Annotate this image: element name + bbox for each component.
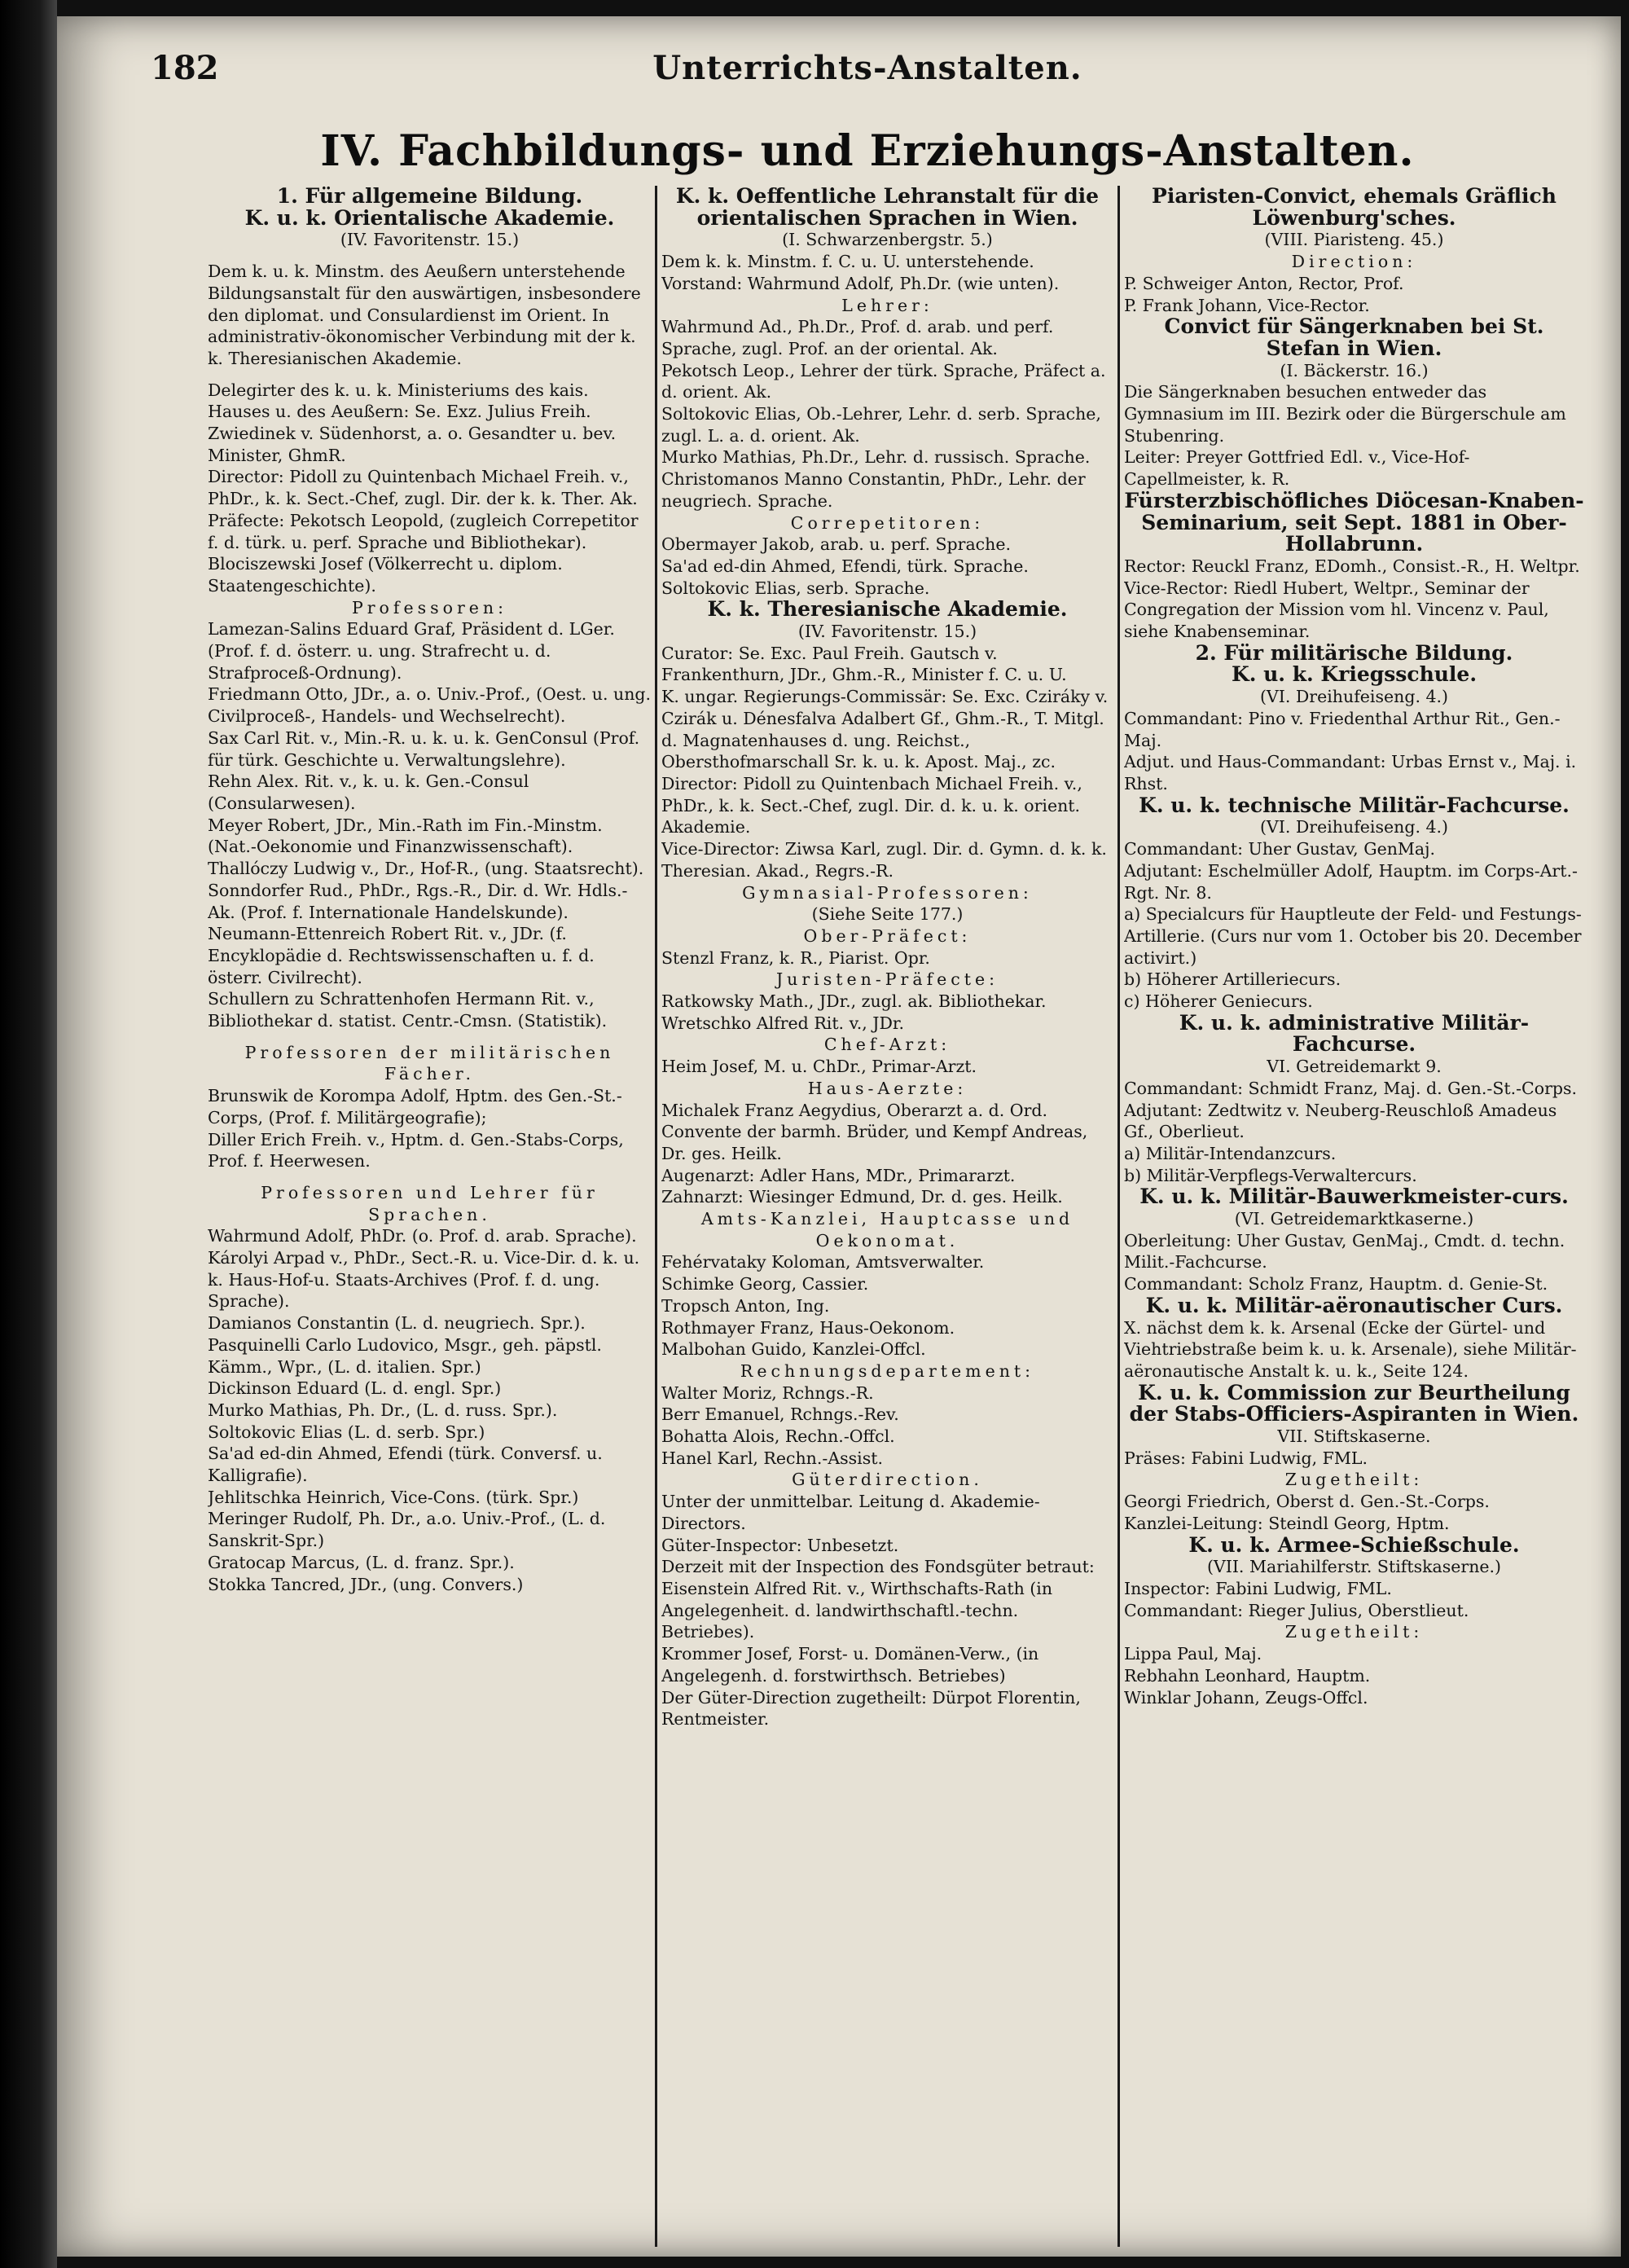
text-line: Blociszewski Josef (Völkerrecht u. diplom. Staatengeschichte). (208, 554, 563, 596)
text-line: Leiter: Preyer Gottfried Edl. v., Vice-Hof-Capellmeister, k. R. (1124, 447, 1470, 490)
text-line: Adjutant: Zedtwitz v. Neuberg-Reuschloß Amadeus Gf., Oberlieut. (1124, 1100, 1557, 1142)
column-3 (1124, 186, 1584, 2239)
column-1 (208, 186, 652, 2239)
text-line: a) Specialcurs für Hauptleute der Feld- und Festungs-Artillerie. (Curs nur vom 1. October bis 20. December activirt.) (1124, 904, 1582, 968)
subsection-label: Ober-Präfect: (803, 925, 972, 946)
text-line: Commandant: Uher Gustav, GenMaj. (1124, 839, 1436, 859)
text-line: Adjut. und Haus-Commandant: Urbas Ernst v., Maj. i. Rhst. (1124, 752, 1577, 793)
text-line: Rothmayer Franz, Haus-Oekonom. (661, 1317, 955, 1338)
page-number: 182 (151, 49, 219, 87)
text-line: Sax Carl Rit. v., Min.-R. u. k. u. k. GenConsul (Prof. für türk. Geschichte u. Verwaltungslehre). (208, 727, 640, 770)
text-line: Soltokovic Elias (L. d. serb. Spr.) (208, 1422, 485, 1442)
subsection-label: Güterdirection. (792, 1470, 983, 1490)
subsection-label: Professoren: (351, 597, 508, 618)
text-line: Obermayer Jakob, arab. u. perf. Sprache. (661, 534, 1012, 555)
text-line: Director: Pidoll zu Quintenbach Michael Freih. v., PhDr., k. k. Sect.-Chef, zugl. Dir. d. k. u. k. orient. Akademie. (661, 773, 1082, 837)
text-line: Heim Josef, M. u. ChDr., Primar-Arzt. (661, 1057, 977, 1077)
text-line: Wahrmund Adolf, PhDr. (o. Prof. d. arab. Sprache). (208, 1226, 637, 1246)
text-line: Pekotsch Leop., Lehrer der türk. Sprache, Präfect a. d. orient. Ak. (661, 360, 1106, 402)
text-line: Berr Emanuel, Rchngs.-Rev. (661, 1404, 899, 1425)
section-heading: K. k. Oeffentliche Lehranstalt für die orientalischen Sprachen in Wien. (675, 186, 1100, 230)
text-line: X. nächst dem k. k. Arsenal (Ecke der Gürtel- und Viehtriebstraße beim k. u. k. Arsenale), siehe Militär-aëronautische Anstalt k. u. k., Seite 124. (1124, 1317, 1577, 1381)
section-heading: 2. Für militärische Bildung. (1195, 640, 1513, 665)
text-line: (IV. Favoritenstr. 15.) (797, 622, 977, 642)
text-line: Neumann-Ettenreich Robert Rit. v., JDr. (f. Encyklopädie d. Rechtswissenschaften u. f. d. österr. Civilrecht). (208, 924, 595, 987)
section-heading: 1. Für allgemeine Bildung. (276, 186, 583, 208)
text-line: Malbohan Guido, Kanzlei-Offcl. (661, 1339, 926, 1360)
text-line: Walter Moriz, Rchngs.-R. (661, 1382, 874, 1403)
text-line: Rehn Alex. Rit. v., k. u. k. Gen.-Consul (Consularwesen). (208, 771, 529, 813)
text-line: (I. Bäckerstr. 16.) (1280, 360, 1429, 380)
text-line: Sa'ad ed-din Ahmed, Efendi (türk. Conversf. u. Kalligrafie). (208, 1444, 603, 1486)
text-line: (VI. Dreihufeiseng. 4.) (1259, 687, 1449, 707)
column-divider-1 (655, 186, 657, 2247)
text-line: Commandant: Scholz Franz, Hauptm. d. Genie-St. (1124, 1274, 1548, 1294)
text-line: Murko Mathias, Ph. Dr., (L. d. russ. Spr.). (208, 1400, 558, 1420)
page-header (151, 49, 1584, 98)
text-line: Derzeit mit der Inspection des Fondsgüter betraut: Eisenstein Alfred Rit. v., Wirthschafts-Rath (in Angelegenheit. d. landwirthschaftl.-techn. Betriebes). (661, 1557, 1095, 1642)
subsection-label: Gymnasial-Professoren: (742, 882, 1033, 903)
section-heading: K. u. k. technische Militär-Fachcurse. (1139, 793, 1570, 817)
text-line: Augenarzt: Adler Hans, MDr., Primararzt. (661, 1165, 1016, 1185)
text-line: Schullern zu Schrattenhofen Hermann Rit. v., Bibliothekar d. statist. Centr.-Cmsn. (Statistik). (208, 989, 608, 1031)
text-line: Der Güter-Direction zugetheilt: Dürpot Florentin, Rentmeister. (661, 1687, 1081, 1730)
section-heading: K. u. k. Militär-aëronautischer Curs. (1145, 1293, 1563, 1317)
text-line: Zahnarzt: Wiesinger Edmund, Dr. d. ges. Heilk. (661, 1187, 1063, 1207)
text-line: (IV. Favoritenstr. 15.) (340, 230, 520, 250)
text-line: Dem k. u. k. Minstm. des Aeußern unterstehende Bildungsanstalt für den auswärtigen, insbesondere den diplomat. und Consulardienst im Orient. In administrativ-ökonomischer Verbindung mit der k. k. Theresianischen Akademie. (208, 262, 641, 368)
text-line: Georgi Friedrich, Oberst d. Gen.-St.-Corps. (1124, 1492, 1490, 1512)
text-line: Commandant: Pino v. Friedenthal Arthur Rit., Gen.-Maj. (1124, 708, 1561, 750)
text-line: Die Sängerknaben besuchen entweder das Gymnasium im III. Bezirk oder die Bürgerschule am Stubenring. (1124, 382, 1566, 446)
text-line: Commandant: Schmidt Franz, Maj. d. Gen.-St.-Corps. (1124, 1078, 1578, 1098)
subsection-label: Professoren der militärischen Fächer. (244, 1042, 615, 1084)
section-heading: K. u. k. Kriegsschule. (1231, 662, 1478, 687)
spacer (208, 1032, 652, 1042)
text-line: Präses: Fabini Ludwig, FML. (1124, 1448, 1368, 1468)
text-line: c) Höherer Geniecurs. (1124, 991, 1313, 1012)
text-line: Soltokovic Elias, serb. Sprache. (661, 578, 930, 598)
text-line: P. Schweiger Anton, Rector, Prof. (1124, 273, 1404, 293)
text-line: Diller Erich Freih. v., Hptm. d. Gen.-Stabs-Corps, Prof. f. Heerwesen. (208, 1129, 624, 1171)
text-line: Ratkowsky Math., JDr., zugl. ak. Bibliothekar. (661, 991, 1047, 1012)
text-line: b) Militär-Verpflegs-Verwaltercurs. (1124, 1165, 1417, 1185)
text-line: Wretschko Alfred Rit. v., JDr. (661, 1013, 905, 1033)
text-line: Pasquinelli Carlo Ludovico, Msgr., geh. päpstl. Kämm., Wpr., (L. d. italien. Spr.) (208, 1334, 602, 1377)
subsection-label: Professoren und Lehrer für Sprachen. (261, 1182, 599, 1224)
text-line: Rebhahn Leonhard, Hauptm. (1124, 1665, 1371, 1686)
spacer (208, 251, 652, 261)
column-divider-2 (1117, 186, 1120, 2247)
section-heading: K. u. k. Militär-Bauwerkmeister-curs. (1139, 1185, 1569, 1209)
text-line: Károlyi Arpad v., PhDr., Sect.-R. u. Vice-Dir. d. k. u. k. Haus-Hof-u. Staats-Archives (Prof. f. d. ung. Sprache). (208, 1248, 640, 1312)
text-line: Rector: Reuckl Franz, EDomh., Consist.-R., H. Weltpr. (1124, 556, 1580, 576)
text-line: Jehlitschka Heinrich, Vice-Cons. (türk. Spr.) (208, 1487, 579, 1507)
section-heading: K. u. k. Armee-Schießschule. (1188, 1532, 1520, 1557)
text-line: Wahrmund Ad., Ph.Dr., Prof. d. arab. und perf. Sprache, zugl. Prof. an der oriental. Ak. (661, 317, 1054, 358)
text-line: Thallóczy Ludwig v., Dr., Hof-R., (ung. Staatsrecht). (208, 859, 644, 879)
section-heading: Piaristen-Convict, ehemals Gräflich Löwenburg'sches. (1152, 186, 1557, 230)
text-line: (VI. Getreidemarktkaserne.) (1234, 1209, 1474, 1229)
spacer (208, 370, 652, 380)
text-line: Dem k. k. Minstm. f. C. u. U. unterstehende. (661, 252, 1034, 272)
section-title: IV. Fachbildungs- und Erziehungs-Anstalten. (320, 126, 1415, 176)
text-line: (VII. Mariahilferstr. Stiftskaserne.) (1206, 1557, 1502, 1577)
text-line: VII. Stiftskaserne. (1277, 1426, 1431, 1447)
section-heading: K. u. k. Commission zur Beurtheilung der Stabs-Officiers-Aspiranten in Wien. (1129, 1380, 1579, 1426)
section-heading: K. u. k. administrative Militär-Fachcurse. (1179, 1010, 1530, 1057)
text-line: (VI. Dreihufeiseng. 4.) (1259, 817, 1449, 837)
section-heading: Fürsterzbischöfliches Diöcesan-Knaben-Seminarium, seit Sept. 1881 in Ober-Hollabrunn. (1124, 488, 1584, 556)
text-line: P. Frank Johann, Vice-Rector. (1124, 295, 1370, 315)
text-line: Curator: Se. Exc. Paul Freih. Gautsch v. Frankenthurn, JDr., Ghm.-R., Minister f. C. u. U. (661, 643, 1067, 685)
text-line: a) Militär-Intendanzcurs. (1124, 1143, 1337, 1163)
text-line: Christomanos Manno Constantin, PhDr., Lehr. der neugriech. Sprache. (661, 469, 1086, 511)
text-line: VI. Getreidemarkt 9. (1267, 1057, 1442, 1077)
text-line: Präfecte: Pekotsch Leopold, (zugleich Correpetitor f. d. türk. u. perf. Sprache und Bibliothekar). (208, 510, 639, 552)
text-line: Sa'ad ed-din Ahmed, Efendi, türk. Sprache. (661, 556, 1029, 576)
text-line: Hanel Karl, Rechn.-Assist. (661, 1448, 884, 1468)
text-line: Meyer Robert, JDr., Min.-Rath im Fin.-Minstm. (Nat.-Oekonomie und Finanzwissenschaft). (208, 815, 603, 857)
text-line: Murko Mathias, Ph.Dr., Lehr. d. russisch. Sprache. (661, 447, 1091, 468)
text-line: Dickinson Eduard (L. d. engl. Spr.) (208, 1378, 502, 1399)
text-line: Damianos Constantin (L. d. neugriech. Spr.). (208, 1313, 586, 1334)
section-heading: Convict für Sängerknaben bei St. Stefan in Wien. (1164, 314, 1544, 360)
text-line: Vice-Rector: Riedl Hubert, Weltpr., Seminar der Congregation der Mission vom hl. Vincenz v. Paul, siehe Knabenseminar. (1124, 578, 1549, 642)
subsection-label: Zugetheilt: (1284, 1622, 1424, 1642)
text-line: Soltokovic Elias, Ob.-Lehrer, Lehr. d. serb. Sprache, zugl. L. a. d. orient. Ak. (661, 404, 1101, 446)
subsection-label: Chef-Arzt: (823, 1035, 951, 1055)
subsection-label: Rechnungsdepartement: (740, 1360, 1035, 1381)
text-line: Michalek Franz Aegydius, Oberarzt a. d. Ord. Convente der barmh. Brüder, und Kempf Andreas, Dr. ges. Heilk. (661, 1100, 1088, 1163)
text-line: Fehérvataky Koloman, Amtsverwalter. (661, 1252, 985, 1272)
text-line: Güter-Inspector: Unbesetzt. (661, 1535, 899, 1555)
subsection-label: Correpetitoren: (790, 512, 985, 533)
section-heading: K. u. k. Orientalische Akademie. (244, 205, 615, 230)
text-line: Brunswik de Korompa Adolf, Hptm. des Gen.-St.-Corps, (Prof. f. Militärgeografie); (208, 1086, 622, 1127)
text-line: (I. Schwarzenbergstr. 5.) (782, 230, 993, 250)
text-line: Stokka Tancred, JDr., (ung. Convers.) (208, 1574, 524, 1594)
text-line: b) Höherer Artilleriecurs. (1124, 969, 1341, 990)
text-line: Oberleitung: Uher Gustav, GenMaj., Cmdt. d. techn. Milit.-Fachcurse. (1124, 1230, 1565, 1272)
text-line: K. ungar. Regierungs-Commissär: Se. Exc. Cziráky v. Czirák u. Dénesfalva Adalbert Gf., Ghm.-R., T. Mitgl. d. Magnatenhauses d. ung. Reichst., Obersthofmarschall Sr. k. u. k. Apost. Maj., zc. (661, 687, 1109, 772)
text-line: Bohatta Alois, Rechn.-Offcl. (661, 1426, 895, 1447)
text-line: Sonndorfer Rud., PhDr., Rgs.-R., Dir. d. Wr. Hdls.-Ak. (Prof. f. Internationale Handelskunde). (208, 880, 628, 922)
text-line: Vorstand: Wahrmund Adolf, Ph.Dr. (wie unten). (661, 273, 1060, 293)
text-line: Adjutant: Eschelmüller Adolf, Hauptm. im Corps-Art.-Rgt. Nr. 8. (1124, 860, 1578, 903)
text-line: Meringer Rudolf, Ph. Dr., a.o. Univ.-Prof., (L. d. Sanskrit-Spr.) (208, 1509, 606, 1551)
section-heading: K. k. Theresianische Akademie. (707, 597, 1068, 622)
text-line: (Siehe Seite 177.) (811, 904, 964, 925)
text-line: Winklar Johann, Zeugs-Offcl. (1124, 1687, 1368, 1708)
text-line: Vice-Director: Ziwsa Karl, zugl. Dir. d. Gymn. d. k. k. Theresian. Akad., Regrs.-R. (661, 839, 1107, 881)
subsection-label: Amts-Kanzlei, Hauptcasse und Oekonomat. (700, 1209, 1074, 1250)
text-line: Tropsch Anton, Ing. (661, 1295, 830, 1316)
text-line: Krommer Josef, Forst- u. Domänen-Verw., (in Angelegenh. d. forstwirthsch. Betriebes) (661, 1644, 1039, 1686)
subsection-label: Lehrer: (841, 295, 933, 315)
text-line: Unter der unmittelbar. Leitung d. Akademie-Directors. (661, 1492, 1040, 1533)
running-title: Unterrichts-Anstalten. (652, 49, 1082, 87)
text-line: Stenzl Franz, k. R., Piarist. Opr. (661, 947, 930, 968)
text-line: Gratocap Marcus, (L. d. franz. Spr.). (208, 1552, 515, 1572)
text-line: (VIII. Piaristeng. 45.) (1264, 230, 1444, 250)
subsection-label: Direction: (1291, 252, 1417, 272)
text-line: Lamezan-Salins Eduard Graf, Präsident d. LGer. (Prof. f. d. österr. u. ung. Strafrecht u. d. Strafproceß-Ordnung). (208, 619, 615, 683)
subsection-label: Haus-Aerzte: (807, 1078, 968, 1098)
spacer (208, 1172, 652, 1182)
text-line: Kanzlei-Leitung: Steindl Georg, Hptm. (1124, 1513, 1450, 1533)
subsection-label: Juristen-Präfecte: (775, 969, 999, 990)
text-line: Schimke Georg, Cassier. (661, 1274, 869, 1294)
text-line: Inspector: Fabini Ludwig, FML. (1124, 1579, 1392, 1598)
column-2 (661, 186, 1113, 2239)
subsection-label: Zugetheilt: (1284, 1470, 1424, 1490)
text-line: Director: Pidoll zu Quintenbach Michael Freih. v., PhDr., k. k. Sect.-Chef, zugl. Dir. der k. k. Ther. Ak. (208, 467, 638, 509)
text-line: Delegirter des k. u. k. Ministeriums des kais. Hauses u. des Aeußern: Se. Exz. Julius Freih. Zwiedinek v. Südenhorst, a. o. Gesandter u. bev. Minister, GhmR. (208, 380, 617, 465)
book-gutter-shadow (0, 0, 57, 2268)
text-line: Friedmann Otto, JDr., a. o. Univ.-Prof., (Oest. u. ung. Civilproceß-, Handels- und Wechselrecht). (208, 684, 652, 727)
text-line: Lippa Paul, Maj. (1124, 1644, 1262, 1664)
text-line: Commandant: Rieger Julius, Oberstlieut. (1124, 1600, 1469, 1620)
